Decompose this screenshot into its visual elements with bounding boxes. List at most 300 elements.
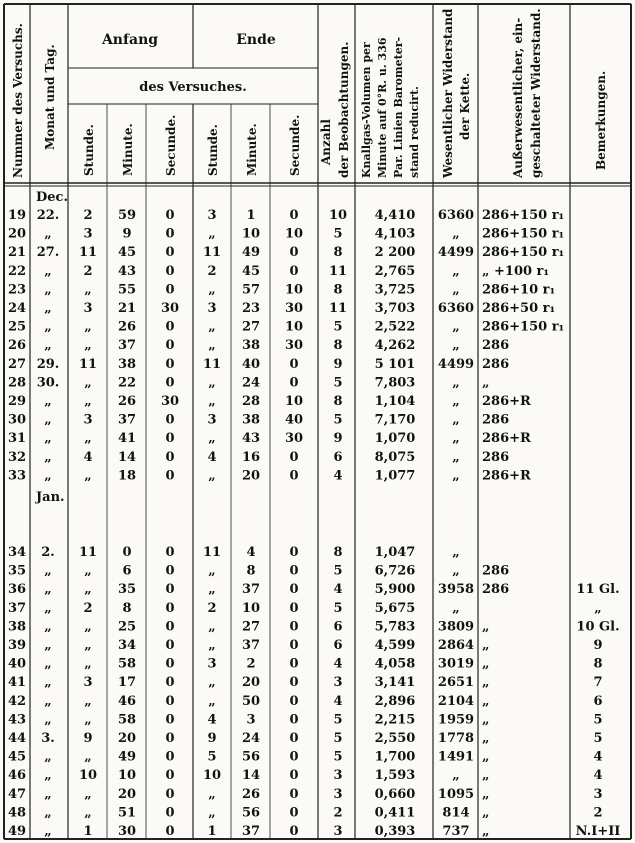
cell-anzahl: 11 xyxy=(328,263,348,279)
cell-anzahl: 3 xyxy=(333,786,343,802)
cell-a-minute: 17 xyxy=(117,675,137,691)
cell-knallgas: 5,900 xyxy=(374,582,416,598)
header-ausserwesentlich-1: Außerwesentlicher, ein- xyxy=(511,17,525,178)
cell-nr: 26 xyxy=(7,338,27,354)
cell-monat: „ xyxy=(44,394,52,409)
cell-e-secunde: 0 xyxy=(289,786,299,802)
cell-anzahl: 3 xyxy=(333,824,343,839)
cell-a-stunde: 3 xyxy=(83,412,93,428)
header-des-versuches: des Versuches. xyxy=(139,80,247,95)
cell-e-secunde: 0 xyxy=(289,675,299,691)
cell-e-stunde: 10 xyxy=(202,768,222,784)
cell-e-stunde: 4 xyxy=(207,449,217,465)
table-body xyxy=(8,208,620,843)
cell-a-secunde: 0 xyxy=(165,468,175,484)
cell-a-secunde: 0 xyxy=(165,412,175,428)
cell-e-stunde: „ xyxy=(208,338,216,354)
cell-e-stunde: „ xyxy=(208,375,216,391)
cell-wesentlich: 6360 xyxy=(437,208,475,223)
cell-e-stunde: „ xyxy=(208,805,216,821)
cell-e-secunde: 0 xyxy=(289,263,299,279)
cell-e-minute: 40 xyxy=(241,356,261,372)
cell-wesentlich: 1959 xyxy=(437,712,475,728)
cell-nr: 32 xyxy=(7,449,27,465)
cell-e-secunde: 10 xyxy=(284,282,304,298)
cell-a-minute: 37 xyxy=(117,412,137,428)
header-anzahl-2: der Beobachtungen. xyxy=(337,41,351,178)
header-monat: Monat und Tag. xyxy=(43,44,57,150)
cell-monat: „ xyxy=(44,749,52,765)
cell-e-stunde: 11 xyxy=(202,245,222,261)
cell-e-minute: 20 xyxy=(241,675,261,691)
cell-ausserwes: 286+150 r₁ xyxy=(482,208,565,223)
cell-a-minute: 45 xyxy=(117,245,137,261)
cell-a-stunde: 2 xyxy=(83,263,93,279)
cell-e-stunde: 2 xyxy=(207,263,217,279)
cell-e-secunde: 0 xyxy=(289,749,299,765)
cell-a-minute: 37 xyxy=(117,338,137,354)
cell-a-secunde: 0 xyxy=(165,675,175,691)
cell-ausserwes: 286+50 r₁ xyxy=(482,301,556,316)
cell-a-minute: 10 xyxy=(117,768,137,784)
cell-a-minute: 41 xyxy=(117,431,137,447)
cell-wesentlich: „ xyxy=(452,468,460,484)
cell-monat: „ xyxy=(44,600,52,616)
cell-a-minute: 51 xyxy=(117,805,137,821)
cell-e-stunde: „ xyxy=(208,638,216,653)
cell-e-secunde: 0 xyxy=(289,468,299,484)
cell-ausserwes: 286+10 r₁ xyxy=(482,282,556,298)
cell-e-stunde: 4 xyxy=(207,712,217,728)
cell-e-minute: 16 xyxy=(241,449,261,465)
cell-nr: 30 xyxy=(7,412,27,428)
cell-ausserwes: 286+R xyxy=(482,431,531,447)
cell-a-stunde: 4 xyxy=(83,449,93,465)
cell-ausserwes: „ xyxy=(482,731,490,746)
cell-nr: 35 xyxy=(7,563,27,579)
cell-ausserwes: 286 xyxy=(482,449,510,465)
cell-anzahl: 8 xyxy=(333,394,343,409)
cell-ausserwes: „ xyxy=(482,375,490,391)
header-ende: Ende xyxy=(236,32,276,48)
cell-knallgas: 2,215 xyxy=(374,712,416,728)
cell-e-stunde: „ xyxy=(208,319,216,335)
cell-e-minute: 20 xyxy=(241,468,261,484)
cell-a-secunde: 0 xyxy=(165,356,175,372)
cell-knallgas: 1,104 xyxy=(374,394,416,409)
cell-wesentlich: 6360 xyxy=(437,301,475,316)
cell-nr: 25 xyxy=(7,319,27,335)
cell-knallgas: 0,660 xyxy=(374,786,416,802)
cell-e-minute: 10 xyxy=(241,226,261,242)
cell-e-stunde: „ xyxy=(208,282,216,298)
cell-nr: 48 xyxy=(7,805,27,821)
cell-knallgas: 7,803 xyxy=(374,375,416,391)
cell-e-stunde: 11 xyxy=(202,545,222,560)
cell-wesentlich: „ xyxy=(452,545,460,560)
cell-e-secunde: 0 xyxy=(289,731,299,746)
cell-e-minute: 50 xyxy=(241,693,261,709)
cell-ausserwes: 286 xyxy=(482,338,510,354)
cell-anzahl: 3 xyxy=(333,768,343,784)
cell-monat: „ xyxy=(44,693,52,709)
cell-monat: 2. xyxy=(41,545,55,560)
cell-a-stunde: 3 xyxy=(83,675,93,691)
cell-a-stunde: „ xyxy=(84,638,92,653)
cell-e-stunde: „ xyxy=(208,582,216,598)
cell-a-secunde: 0 xyxy=(165,656,175,672)
cell-ausserwes: 286+150 r₁ xyxy=(482,319,565,335)
cell-a-stunde: 1 xyxy=(83,824,93,839)
cell-a-stunde: „ xyxy=(84,282,92,298)
cell-a-minute: 26 xyxy=(117,319,137,335)
cell-nr: 41 xyxy=(7,675,27,691)
cell-a-minute: 43 xyxy=(117,263,137,279)
cell-monat: „ xyxy=(44,449,52,465)
cell-nr: 45 xyxy=(7,749,27,765)
cell-bemerkung: 6 xyxy=(593,693,603,709)
cell-bemerkung: 5 xyxy=(593,731,603,746)
cell-ausserwes: „ xyxy=(482,786,490,802)
cell-wesentlich: „ xyxy=(452,563,460,579)
cell-e-stunde: 3 xyxy=(207,301,217,316)
cell-a-stunde: „ xyxy=(84,338,92,354)
cell-e-stunde: 9 xyxy=(207,731,217,746)
cell-a-minute: 46 xyxy=(117,693,137,709)
cell-knallgas: 8,075 xyxy=(374,449,416,465)
cell-monat: 3. xyxy=(41,731,55,746)
cell-a-stunde: 2 xyxy=(83,208,93,223)
cell-e-secunde: 30 xyxy=(284,301,304,316)
cell-wesentlich: 3809 xyxy=(437,619,475,635)
cell-nr: 49 xyxy=(7,824,27,839)
cell-e-stunde: „ xyxy=(208,226,216,242)
header-stunde-2: Stunde. xyxy=(206,124,220,176)
cell-ausserwes: „ xyxy=(482,619,490,635)
cell-wesentlich: 2864 xyxy=(437,638,475,653)
header-bemerkungen: Bemerkungen. xyxy=(594,70,608,170)
cell-a-secunde: 0 xyxy=(165,263,175,279)
cell-e-minute: 4 xyxy=(246,545,256,560)
cell-knallgas: 1,593 xyxy=(374,768,416,784)
cell-e-secunde: 0 xyxy=(289,712,299,728)
cell-e-minute: 56 xyxy=(241,749,261,765)
cell-wesentlich: 737 xyxy=(442,824,470,839)
cell-a-minute: 58 xyxy=(117,712,137,728)
cell-e-minute: 57 xyxy=(241,282,261,298)
cell-anzahl: 11 xyxy=(328,301,348,316)
cell-nr: 20 xyxy=(7,226,27,242)
cell-ausserwes: 286+R xyxy=(482,394,531,409)
cell-a-secunde: 0 xyxy=(165,693,175,709)
cell-knallgas: 4,058 xyxy=(374,656,416,672)
cell-e-secunde: 0 xyxy=(289,824,299,839)
cell-a-secunde: 0 xyxy=(165,582,175,598)
cell-e-secunde: 0 xyxy=(289,563,299,579)
cell-ausserwes: 286 xyxy=(482,356,510,372)
cell-anzahl: 6 xyxy=(333,619,343,635)
cell-knallgas: 1,077 xyxy=(374,468,416,484)
cell-nr: 33 xyxy=(7,468,27,484)
cell-e-stunde: 5 xyxy=(207,749,217,765)
cell-e-minute: 27 xyxy=(241,319,261,335)
cell-a-minute: 20 xyxy=(117,731,137,746)
cell-wesentlich: 4499 xyxy=(437,356,475,372)
cell-a-stunde: 11 xyxy=(78,356,98,372)
cell-a-stunde: 3 xyxy=(83,226,93,242)
cell-wesentlich: „ xyxy=(452,338,460,354)
cell-a-stunde: „ xyxy=(84,805,92,821)
cell-a-stunde: „ xyxy=(84,712,92,728)
cell-e-secunde: 0 xyxy=(289,208,299,223)
cell-ausserwes: „ xyxy=(482,768,490,784)
cell-e-minute: 45 xyxy=(241,263,261,279)
cell-monat: „ xyxy=(44,263,52,279)
cell-a-stunde: „ xyxy=(84,656,92,672)
cell-e-minute: 37 xyxy=(241,582,261,598)
cell-a-stunde: „ xyxy=(84,431,92,447)
cell-anzahl: 8 xyxy=(333,545,343,560)
cell-bemerkung: 8 xyxy=(593,656,603,672)
cell-e-minute: 56 xyxy=(241,805,261,821)
cell-e-minute: 23 xyxy=(241,301,261,316)
cell-a-stunde: 2 xyxy=(83,600,93,616)
cell-a-minute: 49 xyxy=(117,749,137,765)
cell-e-secunde: 0 xyxy=(289,768,299,784)
cell-nr: 29 xyxy=(7,394,27,409)
cell-e-stunde: 1 xyxy=(207,824,217,839)
header-knallgas-2: Minute auf 0°R. u. 336 xyxy=(376,37,389,178)
cell-wesentlich: 814 xyxy=(442,805,470,821)
cell-knallgas: 6,726 xyxy=(374,563,416,579)
cell-e-minute: 3 xyxy=(246,712,256,728)
cell-a-minute: 9 xyxy=(122,226,132,242)
cell-e-stunde: „ xyxy=(208,619,216,635)
cell-a-minute: 34 xyxy=(117,638,137,653)
cell-e-secunde: 10 xyxy=(284,226,304,242)
cell-a-minute: 18 xyxy=(117,468,137,484)
cell-anzahl: 4 xyxy=(333,656,343,672)
cell-knallgas: 3,725 xyxy=(374,282,416,298)
cell-anzahl: 9 xyxy=(333,356,343,372)
cell-a-secunde: 0 xyxy=(165,749,175,765)
cell-e-secunde: 0 xyxy=(289,582,299,598)
cell-e-secunde: 30 xyxy=(284,431,304,447)
cell-wesentlich: 4499 xyxy=(437,245,475,261)
cell-e-secunde: 0 xyxy=(289,545,299,560)
cell-a-stunde: „ xyxy=(84,786,92,802)
cell-anzahl: 6 xyxy=(333,449,343,465)
cell-anzahl: 5 xyxy=(333,600,343,616)
cell-knallgas: 1,070 xyxy=(374,431,416,447)
cell-e-secunde: 40 xyxy=(284,412,304,428)
cell-a-secunde: 0 xyxy=(165,786,175,802)
cell-e-secunde: 0 xyxy=(289,245,299,261)
cell-e-secunde: 0 xyxy=(289,600,299,616)
header-anfang: Anfang xyxy=(101,32,159,48)
cell-ausserwes: „ xyxy=(482,805,490,821)
cell-a-minute: 20 xyxy=(117,786,137,802)
cell-e-secunde: 30 xyxy=(284,338,304,354)
cell-a-stunde: „ xyxy=(84,468,92,484)
cell-a-secunde: 0 xyxy=(165,431,175,447)
cell-a-stunde: „ xyxy=(84,319,92,335)
cell-wesentlich: „ xyxy=(452,375,460,391)
cell-ausserwes: „ xyxy=(482,656,490,672)
cell-monat: „ xyxy=(44,319,52,335)
cell-monat: „ xyxy=(44,563,52,579)
cell-a-secunde: 0 xyxy=(165,226,175,242)
cell-wesentlich: „ xyxy=(452,600,460,616)
cell-anzahl: 5 xyxy=(333,319,343,335)
cell-knallgas: 4,410 xyxy=(374,208,416,223)
cell-a-minute: 26 xyxy=(117,394,137,409)
cell-a-secunde: 0 xyxy=(165,768,175,784)
cell-a-secunde: 0 xyxy=(165,245,175,261)
cell-wesentlich: „ xyxy=(452,768,460,784)
cell-monat: „ xyxy=(44,431,52,447)
cell-nr: 46 xyxy=(7,768,27,784)
cell-e-stunde: 3 xyxy=(207,656,217,672)
cell-a-secunde: 0 xyxy=(165,319,175,335)
header-wesentlich-1: Wesentlicher Widerstand xyxy=(441,8,455,178)
cell-knallgas: 2 200 xyxy=(374,245,416,261)
header-nummer: Nummer des Versuchs. xyxy=(11,23,25,178)
cell-monat: „ xyxy=(44,675,52,691)
cell-nr: 42 xyxy=(7,693,27,709)
cell-a-secunde: 0 xyxy=(165,638,175,653)
cell-anzahl: 4 xyxy=(333,582,343,598)
cell-anzahl: 5 xyxy=(333,412,343,428)
cell-wesentlich: 1095 xyxy=(437,786,475,802)
cell-bemerkung: N.I+II xyxy=(575,824,621,839)
cell-bemerkung: 3 xyxy=(593,786,603,802)
cell-e-secunde: 0 xyxy=(289,375,299,391)
cell-monat: „ xyxy=(44,582,52,598)
cell-monat: 27. xyxy=(36,245,60,261)
cell-ausserwes: 286 xyxy=(482,412,510,428)
cell-ausserwes: „ xyxy=(482,638,490,653)
cell-nr: 44 xyxy=(7,731,27,746)
cell-e-minute: 2 xyxy=(246,656,256,672)
cell-knallgas: 5,675 xyxy=(374,600,416,616)
cell-nr: 28 xyxy=(7,375,27,391)
cell-nr: 27 xyxy=(7,356,27,372)
cell-anzahl: 3 xyxy=(333,675,343,691)
cell-e-stunde: „ xyxy=(208,394,216,409)
cell-a-minute: 38 xyxy=(117,356,137,372)
cell-anzahl: 8 xyxy=(333,245,343,261)
cell-wesentlich: „ xyxy=(452,226,460,242)
cell-anzahl: 10 xyxy=(328,208,348,223)
header-knallgas-1: Knallgas-Volumen per xyxy=(360,42,373,178)
header-minute-2: Minute. xyxy=(245,123,259,176)
cell-knallgas: 0,393 xyxy=(374,824,416,839)
cell-ausserwes: 286 xyxy=(482,563,510,579)
cell-a-secunde: 0 xyxy=(165,545,175,560)
cell-a-minute: 22 xyxy=(117,375,137,391)
cell-bemerkung: 4 xyxy=(593,749,603,765)
cell-bemerkung: „ xyxy=(594,600,602,616)
cell-ausserwes: „ +100 r₁ xyxy=(482,263,550,279)
cell-monat: „ xyxy=(44,712,52,728)
cell-a-minute: 6 xyxy=(122,563,132,579)
cell-wesentlich: 1778 xyxy=(437,731,475,746)
cell-anzahl: 5 xyxy=(333,563,343,579)
header-secunde-1: Secunde. xyxy=(164,114,178,176)
cell-monat: „ xyxy=(44,805,52,821)
cell-knallgas: 5 101 xyxy=(374,356,416,372)
cell-e-minute: 49 xyxy=(241,245,261,261)
cell-anzahl: 2 xyxy=(333,805,343,821)
cell-nr: 47 xyxy=(7,786,27,802)
cell-e-secunde: 0 xyxy=(289,693,299,709)
cell-a-stunde: 11 xyxy=(78,545,98,560)
cell-a-secunde: 0 xyxy=(165,375,175,391)
cell-bemerkung: 2 xyxy=(593,805,603,821)
cell-knallgas: 4,599 xyxy=(374,638,416,653)
cell-anzahl: 9 xyxy=(333,431,343,447)
cell-wesentlich: „ xyxy=(452,412,460,428)
cell-e-minute: 1 xyxy=(246,208,256,223)
cell-a-minute: 58 xyxy=(117,656,137,672)
cell-wesentlich: 3958 xyxy=(437,582,475,598)
cell-monat: „ xyxy=(44,656,52,672)
month-label-dec: Dec. xyxy=(36,190,68,205)
cell-a-secunde: 0 xyxy=(165,449,175,465)
cell-monat: „ xyxy=(44,301,52,316)
cell-a-stunde: „ xyxy=(84,394,92,409)
cell-a-stunde: „ xyxy=(84,563,92,579)
cell-knallgas: 0,411 xyxy=(374,805,416,821)
cell-nr: 19 xyxy=(7,208,27,223)
cell-nr: 34 xyxy=(7,545,27,560)
cell-monat: „ xyxy=(44,338,52,354)
cell-wesentlich: „ xyxy=(452,394,460,409)
cell-e-secunde: 0 xyxy=(289,619,299,635)
cell-ausserwes: „ xyxy=(482,824,490,839)
cell-anzahl: 4 xyxy=(333,693,343,709)
cell-e-secunde: 0 xyxy=(289,656,299,672)
cell-a-secunde: 30 xyxy=(160,394,180,409)
cell-a-minute: 59 xyxy=(117,208,137,223)
cell-e-stunde: 3 xyxy=(207,208,217,223)
cell-e-stunde: 11 xyxy=(202,356,222,372)
month-label-jan: Jan. xyxy=(36,490,65,505)
header-secunde-2: Secunde. xyxy=(288,114,302,176)
cell-wesentlich: 3019 xyxy=(437,656,475,672)
cell-monat: „ xyxy=(44,824,52,839)
cell-e-secunde: 0 xyxy=(289,356,299,372)
cell-a-secunde: 0 xyxy=(165,338,175,354)
cell-ausserwes: 286 xyxy=(482,582,510,598)
cell-anzahl: 4 xyxy=(333,468,343,484)
cell-knallgas: 1,700 xyxy=(374,749,416,765)
cell-e-minute: 38 xyxy=(241,412,261,428)
cell-wesentlich: „ xyxy=(452,431,460,447)
cell-e-minute: 28 xyxy=(241,394,261,409)
cell-ausserwes: 286+150 r₁ xyxy=(482,245,565,261)
cell-a-stunde: 11 xyxy=(78,245,98,261)
cell-e-secunde: 10 xyxy=(284,319,304,335)
cell-wesentlich: 1491 xyxy=(437,749,475,765)
cell-wesentlich: 2104 xyxy=(437,693,475,709)
cell-anzahl: 8 xyxy=(333,338,343,354)
cell-a-secunde: 0 xyxy=(165,282,175,298)
header-ausserwesentlich-2: geschalteter Widerstand. xyxy=(529,8,543,178)
cell-a-secunde: 0 xyxy=(165,619,175,635)
cell-knallgas: 3,703 xyxy=(374,301,416,316)
